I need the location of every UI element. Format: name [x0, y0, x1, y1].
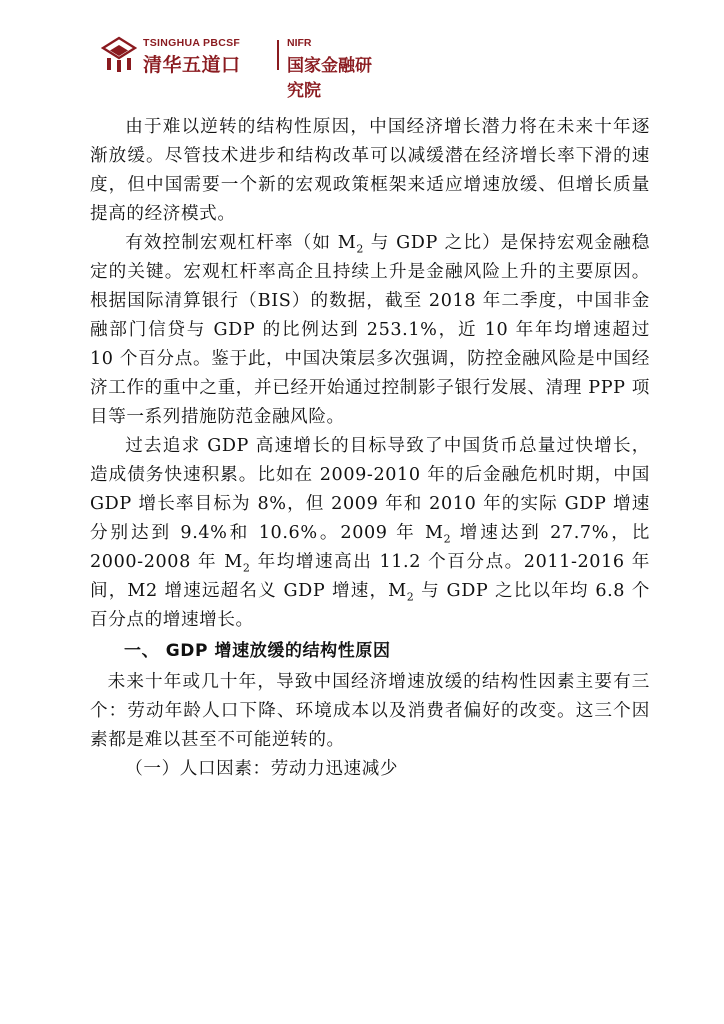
subscript-2: 2: [406, 590, 415, 604]
document-body: [90, 113, 650, 784]
subsection-heading-1: （一）人口因素：劳动力迅速减少: [125, 759, 399, 779]
paragraph-3-text-b: 增速达到 27.7%，比 2000-2008 年 M: [90, 523, 650, 572]
subscript-2: 2: [242, 561, 251, 575]
paragraph-3-text-d: 与 GDP 之比以年均 6.8 个百分点的增速增长。: [90, 581, 651, 630]
paragraph-4: 未来十年或几十年，导致中国经济增速放缓的结构性因素主要有三个：劳动年龄人口下降、环境成本以及消费者偏好的改变。这三个因素都是难以甚至不可能逆转的。: [90, 672, 650, 750]
section-heading-1: 一、 GDP 增速放缓的结构性原因: [124, 641, 391, 661]
paragraph-1: 由于难以逆转的结构性原因，中国经济增长潜力将在未来十年逐渐放缓。尽管技术进步和结构改革可以减缓潜在经济增长率下滑的速度，但中国需要一个新的宏观政策框架来适应增速放缓、但增长质量提高的经济模式。: [90, 117, 650, 224]
paragraph-2-text-a: 有效控制宏观杠杆率（如 M: [125, 233, 357, 253]
paragraph-3-text-c: 年均增速高出 11.2 个百分点。2011-2016 年间，M2 增速远超名义 GDP 增速，M: [90, 552, 650, 601]
brand-cn: 清华五道口: [143, 54, 241, 76]
paragraph-2-text-b: 与 GDP 之比）是保持宏观金融稳定的关键。宏观杠杆率高企且持续上升是金融风险上升的主要原因。根据国际清算银行（BIS）的数据，截至 2018 年二季度，中国非金融部门信贷与 GDP 的比例达到 253.1%，近 10 年年均增速超过 10 个百分点。鉴于此，中国决策层多次强调，防控金融风险是中国经济工作的重中之重，并已经开始通过控制影子银行发展、清理 PPP 项目等一系列措施防范金融风险。: [90, 233, 650, 427]
institute-cn: 国家金融研究院: [287, 56, 372, 101]
paragraph-3: [90, 432, 650, 635]
paragraph-3-text-a: 过去追求 GDP 高速增长的目标导致了中国货币总量过快增长，造成债务快速积累。比如在 2009-2010 年的后金融危机时期，中国 GDP 增长率目标为 8%，但 2009 年和 2010 年的实际 GDP 增速分别达到 9.4%和 10.6%。2009 年 M: [90, 436, 650, 543]
paragraph-2: [90, 229, 650, 432]
institute-en: NIFR: [287, 37, 312, 49]
logo-divider: [277, 40, 279, 70]
subscript-2: 2: [356, 242, 364, 256]
subscript-2: 2: [443, 532, 452, 546]
page-header: [101, 36, 381, 101]
tsinghua-logo-icon: [101, 36, 137, 74]
brand-en: TSINGHUA PBCSF: [143, 37, 241, 49]
